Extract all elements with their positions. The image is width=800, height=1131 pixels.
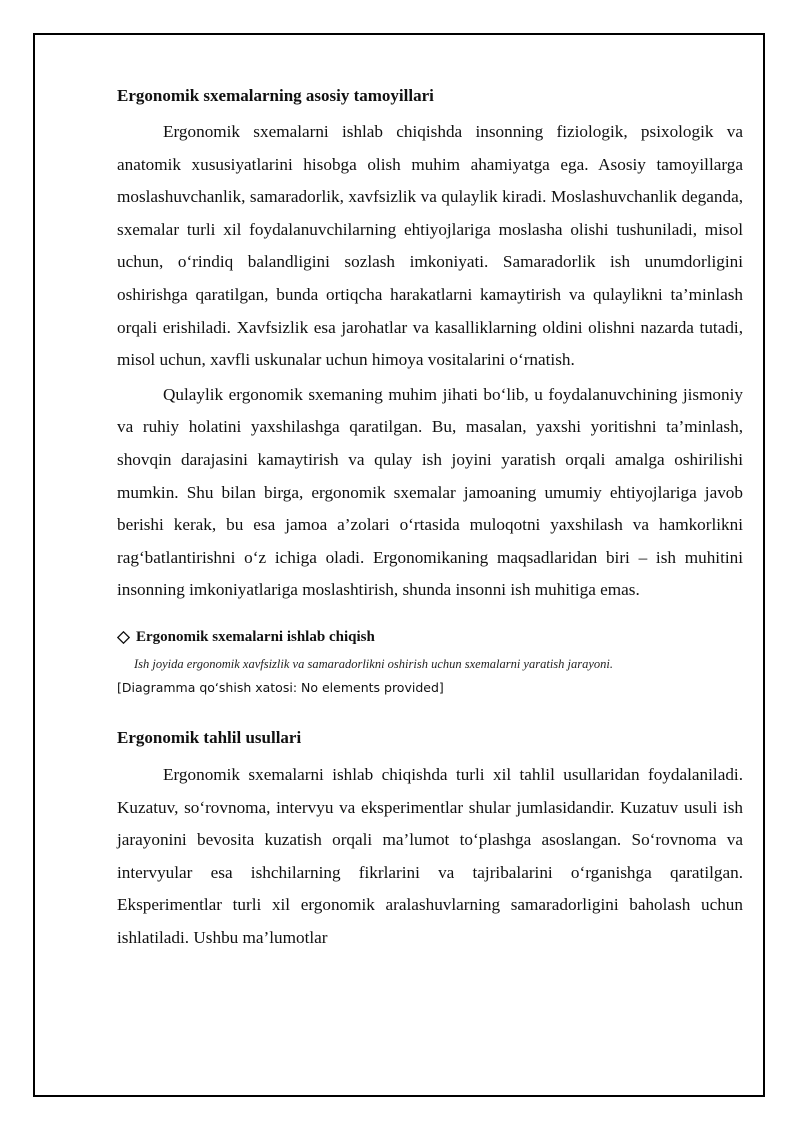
paragraph: Qulaylik ergonomik sxemaning muhim jihati bo‘lib, u foydalanuvchining jismoniy va ruhiy holatini yaxshilashga qaratilgan. Bu, masalan, yaxshi yoritishni ta’minlash, shovqin darajasini kamaytirish va qulay ish joyini yaratish orqali amalga oshirilishi mumkin. Shu bilan birga, ergonomik sxemalar jamoaning umumiy ehtiyojlariga javob berishi kerak, bu esa jamoa a’zolari o‘rtasida muloqotni yaxshilash va hamkorlikni rag‘batlantirishni o‘z ichiga oladi. Ergonomikaning maqsadlaridan biri – ish muhitini insonning imkoniyatlariga moslashtirish, shunda insonni ish muhitiga emas. <box>117 384 743 600</box>
diagram-block <box>117 627 743 697</box>
diamond-icon <box>117 630 130 643</box>
paragraph: Ergonomik sxemalarni ishlab chiqishda insonning fiziologik, psixologik va anatomik xususiyatlarini hisobga olish muhim ahamiyatga ega. Asosiy tamoyillarga moslashuvchanlik, samaradorlik, xavfsizlik va qulaylik kiradi. Moslashuvchanlik deganda, sxemalar turli xil foydalanuvchilarning ehtiyojlariga moslasha olishi tushuniladi, misol uchun, o‘rindiq balandligini sozlash imkoniyati. Samaradorlik ish unumdorligini oshirishga qaratilgan, bunda ortiqcha harakatlarni kamaytirish va qulaylikni ta’minlash orqali erishiladi. Xavfsizlik esa jarohatlar va kasalliklarning oldini olishni nazarda tutadi, misol uchun, xavfli uskunalar uchun himoya vositalarini o‘rnatish. <box>117 122 743 370</box>
diagram-error-message: [Diagramma qo‘shish xatosi: No elements provided] <box>117 679 444 695</box>
diagram-description: Ish joyida ergonomik xavfsizlik va samaradorlikni oshirish uchun sxemalarni yaratish jarayoni. <box>134 656 614 671</box>
section-heading-principles: Ergonomik sxemalarning asosiy tamoyillari <box>117 86 434 105</box>
page-frame <box>33 33 765 1097</box>
paragraph: Ergonomik sxemalarni ishlab chiqishda turli xil tahlil usullaridan foydalaniladi. Kuzatuv, so‘rovnoma, intervyu va eksperimentlar shular jumlasidandir. Kuzatuv usuli ish jarayonini bevosita kuzatish orqali ma’lumot to‘plashga asoslangan. So‘rovnoma va intervyular esa ishchilarning fikrlarini va tajribalarini o‘rganishga qaratilgan. Eksperimentlar turli xil ergonomik aralashuvlarning samaradorligini baholash uchun ishlatiladi. Ushbu ma’lumotlar <box>117 764 743 947</box>
diagram-title <box>117 627 743 647</box>
document-content <box>117 85 743 954</box>
section-heading-analysis: Ergonomik tahlil usullari <box>117 727 302 747</box>
diagram-title-text: Ergonomik sxemalarni ishlab chiqish <box>136 628 375 645</box>
